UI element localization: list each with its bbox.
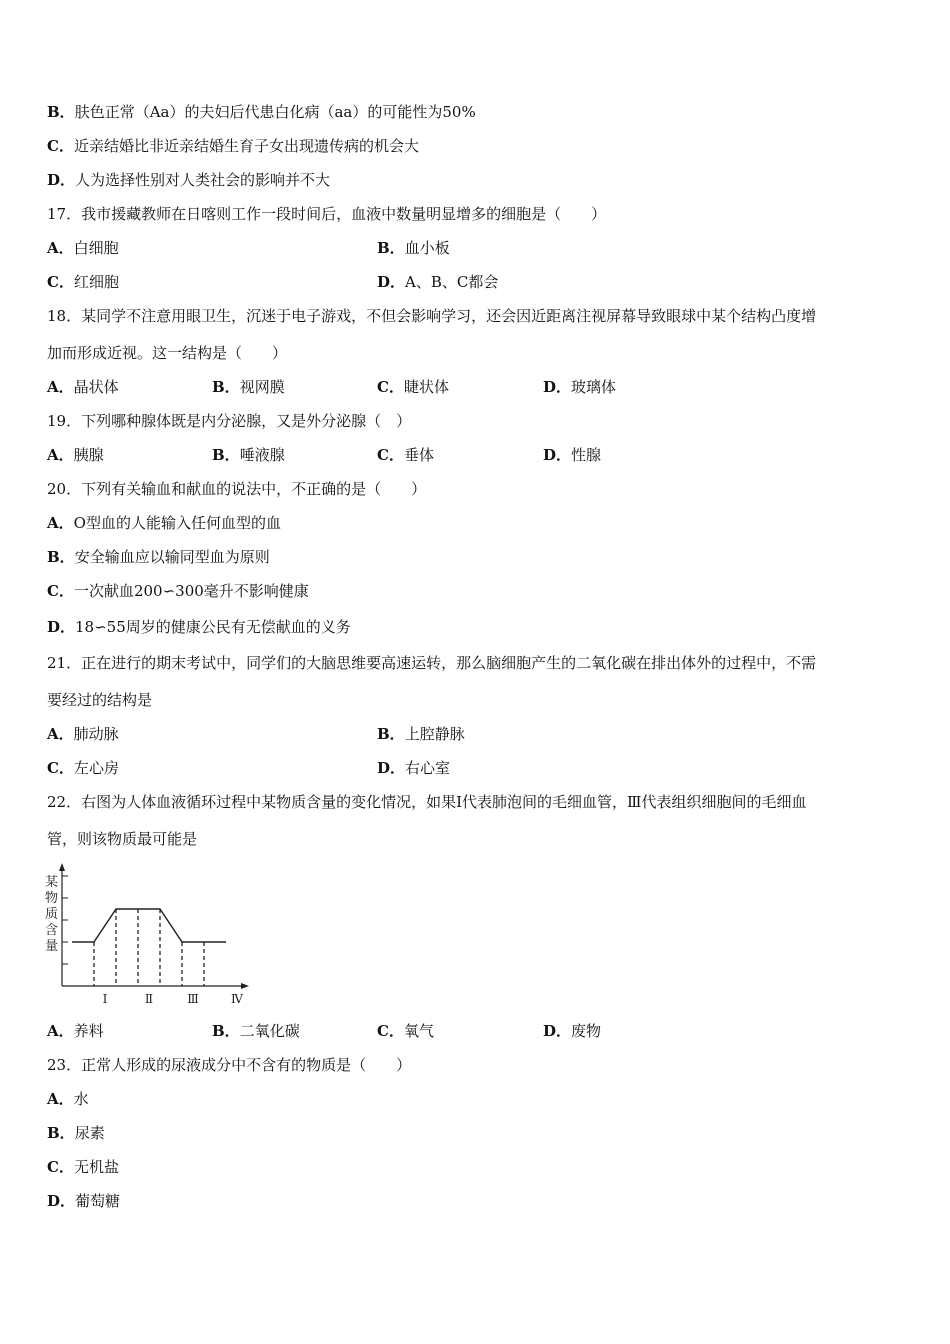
q17-option-b: B．血小板 — [377, 239, 450, 257]
q17-option-c: C．红细胞 — [47, 273, 119, 291]
q17-stem: 17．我市援藏教师在日喀则工作一段时间后，血液中数量明显增多的细胞是（ ） — [47, 205, 607, 223]
q18-option-a: A．晶状体 — [47, 378, 119, 396]
y-axis-arrow — [59, 863, 65, 871]
q18-option-b: B．视网膜 — [212, 378, 285, 396]
q23-stem: 23．正常人形成的尿液成分中不含有的物质是（ ） — [47, 1056, 412, 1074]
q17-option-d: D．A、B、C都会 — [377, 273, 499, 291]
q20-option-a: A．O型血的人能输入任何血型的血 — [47, 514, 281, 532]
y-axis-label: 某物质含量 — [45, 875, 59, 954]
q19-option-c: C．垂体 — [377, 446, 434, 464]
q23-option-b: B．尿素 — [47, 1124, 105, 1142]
q21-stem-line1: 21．正在进行的期末考试中，同学们的大脑思维要高速运转，那么脑细胞产生的二氧化碳在排出体外的过程中，不需 — [47, 654, 817, 672]
q19-stem: 19．下列哪种腺体既是内分泌腺，又是外分泌腺（ ） — [47, 412, 412, 430]
q19-option-a: A．胰腺 — [47, 446, 104, 464]
x-axis-arrow — [241, 983, 249, 989]
q21-option-a: A．肺动脉 — [47, 725, 119, 743]
q18-stem-line1: 18．某同学不注意用眼卫生，沉迷于电子游戏，不但会影响学习，还会因近距离注视屏幕导致眼球中某个结构凸度增 — [47, 307, 817, 325]
x-tick-label: Ⅳ — [231, 992, 243, 1006]
q21-option-b: B．上腔静脉 — [377, 725, 465, 743]
q21-option-c: C．左心房 — [47, 759, 119, 777]
q19-option-b: B．唾液腺 — [212, 446, 285, 464]
q17-option-a: A．白细胞 — [47, 239, 119, 257]
q21-option-d: D．右心室 — [377, 759, 451, 777]
q20-option-d: D．18∽55周岁的健康公民有无偿献血的义务 — [47, 618, 351, 636]
q20-option-b: B．安全输血应以输同型血为原则 — [47, 548, 270, 566]
q16-option-c: C．近亲结婚比非近亲结婚生育子女出现遗传病的机会大 — [47, 137, 419, 155]
x-tick-label: Ⅲ — [187, 992, 199, 1006]
q22-option-b: B．二氧化碳 — [212, 1022, 300, 1040]
q23-option-d: D．葡萄糖 — [47, 1192, 121, 1210]
q23-option-a: A．水 — [47, 1090, 89, 1108]
q18-option-c: C．睫状体 — [377, 378, 449, 396]
q20-option-c: C．一次献血200∽300毫升不影响健康 — [47, 582, 309, 600]
x-tick-label: Ⅱ — [144, 992, 154, 1006]
substance-content-chart — [40, 862, 250, 1010]
q20-stem: 20．下列有关输血和献血的说法中，不正确的是（ ） — [47, 480, 427, 498]
q22-stem-line2: 管，则该物质最可能是 — [47, 830, 198, 848]
q22-stem-line1: 22．右图为人体血液循环过程中某物质含量的变化情况，如果Ⅰ代表肺泡间的毛细血管，Ⅲ代表组织细胞间的毛细血 — [47, 793, 807, 811]
q16-option-b: B．肤色正常（Aa）的夫妇后代患白化病（aa）的可能性为50% — [47, 103, 476, 121]
q18-stem-line2: 加而形成近视。这一结构是（ ） — [47, 344, 288, 362]
q16-option-d: D．人为选择性别对人类社会的影响并不大 — [47, 171, 331, 189]
x-tick-label: Ⅰ — [102, 992, 108, 1006]
q23-option-c: C．无机盐 — [47, 1158, 119, 1176]
q22-option-a: A．养料 — [47, 1022, 104, 1040]
series-line — [72, 909, 226, 942]
q22-option-c: C．氧气 — [377, 1022, 434, 1040]
q21-stem-line2: 要经过的结构是 — [47, 691, 153, 709]
q22-option-d: D．废物 — [543, 1022, 602, 1040]
q18-option-d: D．玻璃体 — [543, 378, 617, 396]
q19-option-d: D．性腺 — [543, 446, 602, 464]
